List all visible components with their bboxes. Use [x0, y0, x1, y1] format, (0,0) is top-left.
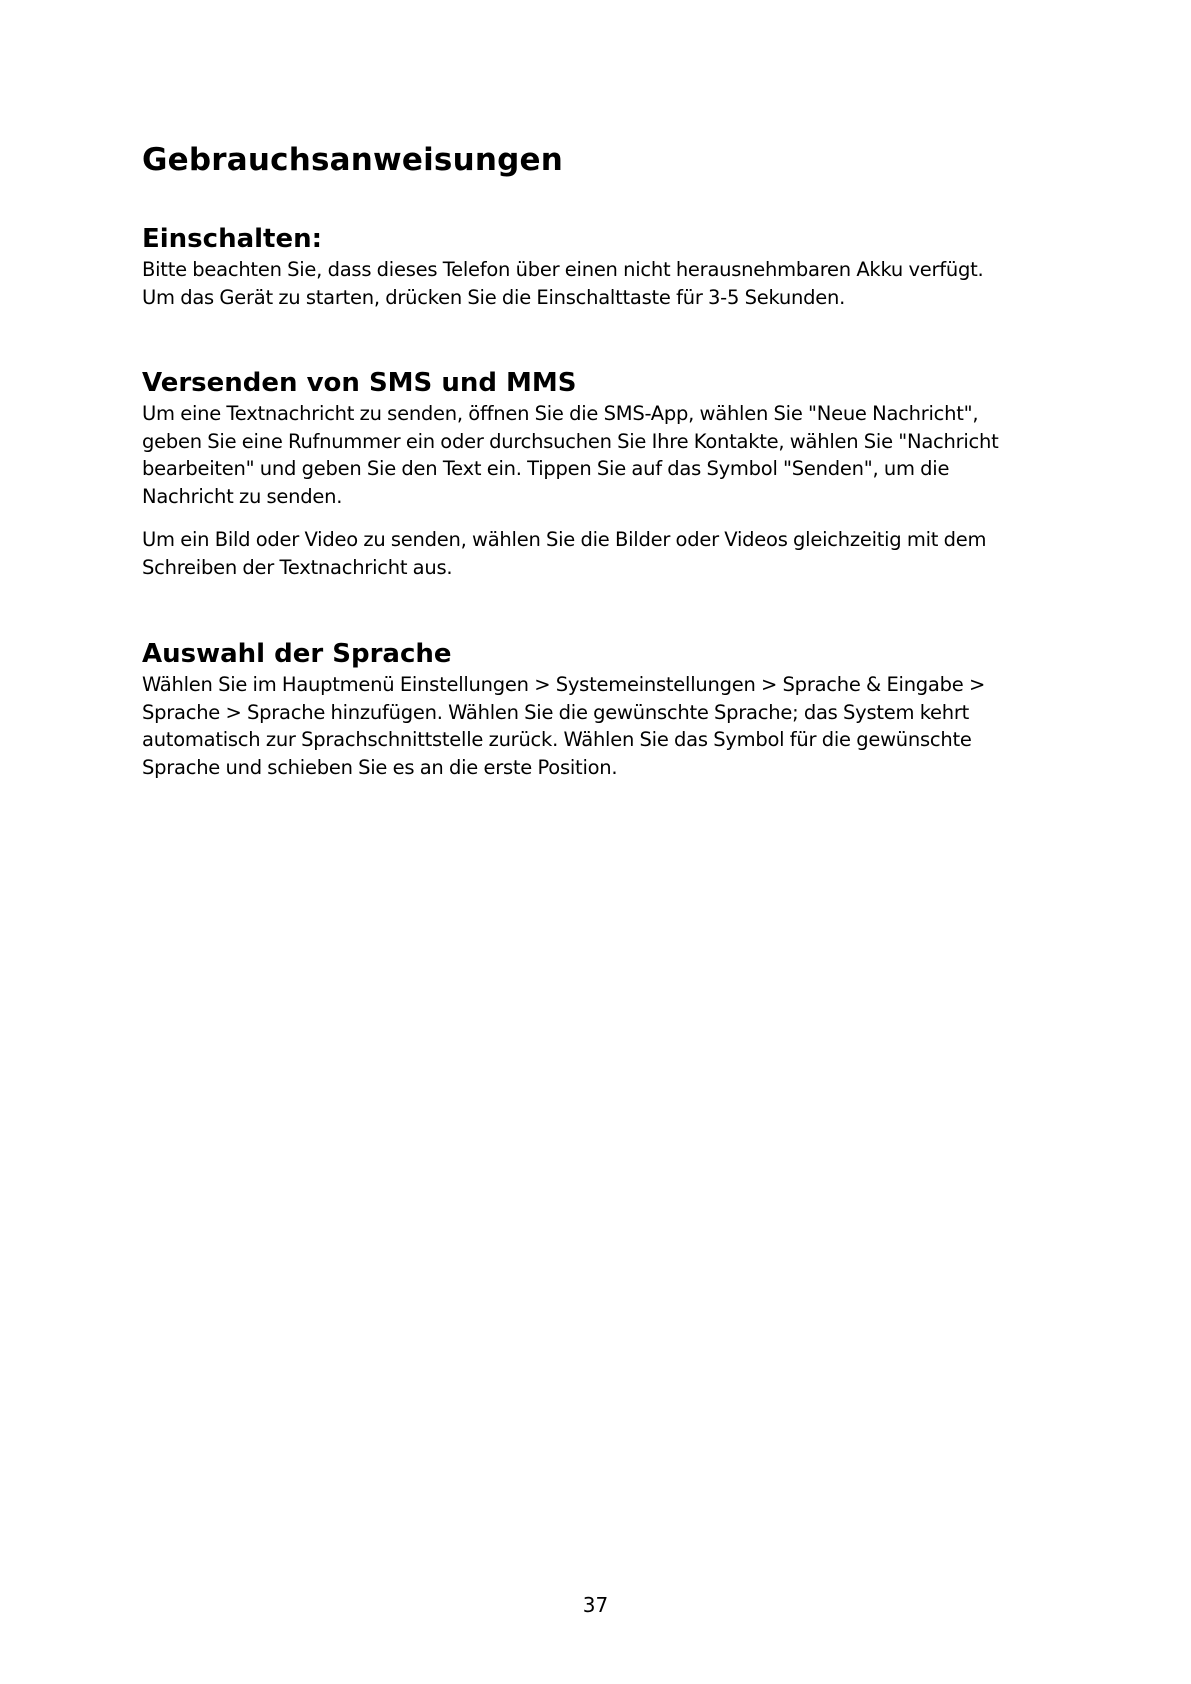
page-number: 37	[582, 1593, 609, 1617]
section-sprache	[142, 639, 1062, 781]
page-content	[142, 140, 1062, 781]
text-line: Schreiben der Textnachricht aus.	[142, 555, 453, 579]
paragraph	[142, 256, 1062, 311]
section-heading: Versenden von SMS und MMS	[142, 368, 577, 398]
section-heading: Auswahl der Sprache	[142, 639, 452, 669]
text-line: Sprache > Sprache hinzufügen. Wählen Sie die gewünschte Sprache; das System kehrt	[142, 700, 970, 724]
section-einschalten	[142, 224, 1062, 311]
text-line: bearbeiten" und geben Sie den Text ein. Tippen Sie auf das Symbol "Senden", um die	[142, 457, 950, 480]
text-line: Um eine Textnachricht zu senden, öffnen Sie die SMS-App, wählen Sie "Neue Nachricht",	[142, 402, 979, 425]
paragraph	[142, 526, 1062, 581]
document-title: Gebrauchsanweisungen	[142, 142, 563, 178]
text-line: Um ein Bild oder Video zu senden, wählen Sie die Bilder oder Videos gleichzeitig mit dem	[142, 528, 987, 551]
text-line: geben Sie eine Rufnummer ein oder durchsuchen Sie Ihre Kontakte, wählen Sie "Nachricht	[142, 429, 999, 453]
section-sms-mms	[142, 368, 1062, 581]
text-line: Nachricht zu senden.	[142, 484, 343, 508]
text-line: Um das Gerät zu starten, drücken Sie die Einschalttaste für 3-5 Sekunden.	[142, 285, 846, 309]
paragraph	[142, 400, 1062, 510]
text-line: Sprache und schieben Sie es an die erste Position.	[142, 755, 618, 779]
text-line: Wählen Sie im Hauptmenü Einstellungen > Systemeinstellungen > Sprache & Eingabe >	[142, 673, 986, 696]
section-heading: Einschalten:	[142, 224, 323, 254]
paragraph	[142, 671, 1062, 781]
text-line: automatisch zur Sprachschnittstelle zurück. Wählen Sie das Symbol für die gewünschte	[142, 728, 972, 751]
text-line: Bitte beachten Sie, dass dieses Telefon über einen nicht herausnehmbaren Akku verfügt.	[142, 258, 984, 281]
